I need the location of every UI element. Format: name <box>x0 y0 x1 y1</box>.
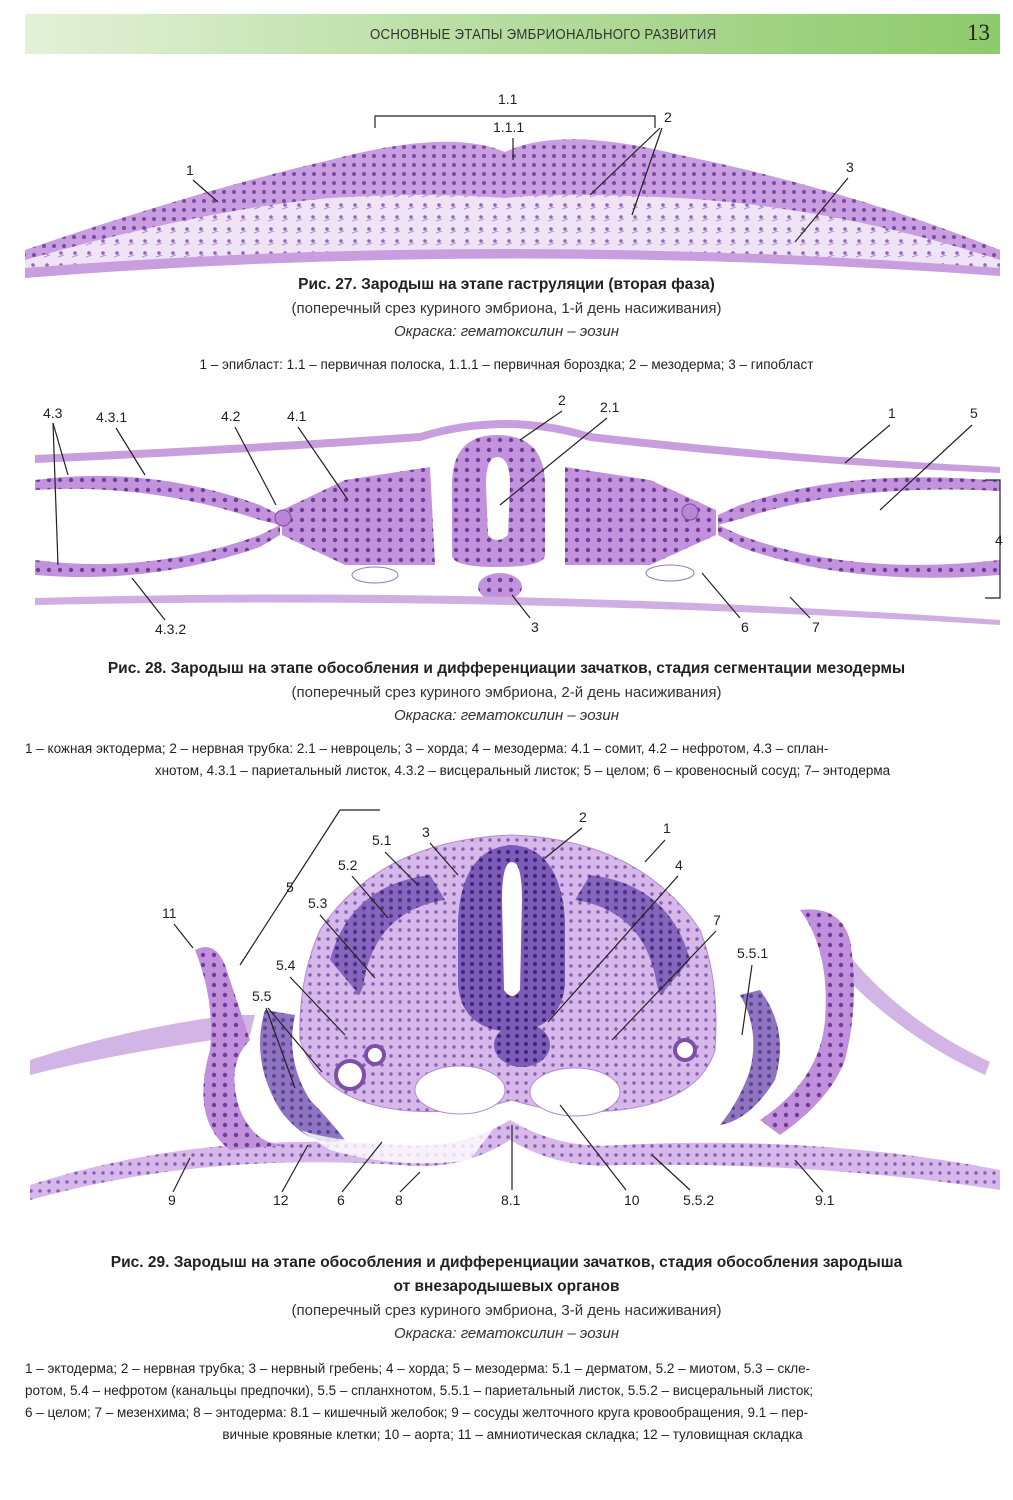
label-4-3-1: 4.3.1 <box>96 409 128 425</box>
parietal-layer-left <box>35 476 280 525</box>
label-1-1: 1.1 <box>498 91 518 107</box>
label-5-1: 5.1 <box>372 832 392 848</box>
label-2-1: 2.1 <box>600 399 620 415</box>
label-4-3: 4.3 <box>43 405 63 421</box>
label-3: 3 <box>422 824 430 840</box>
fig29-subtitle: (поперечный срез куриного эмбриона, 3-й день насиживания) <box>291 1302 722 1319</box>
fig28-title: Рис. 28. Зародыш на этапе обособления и дифференциации зачатков, стадия сегментации мезодермы <box>107 660 906 677</box>
label-4-1: 4.1 <box>287 408 307 424</box>
label-4-2: 4.2 <box>221 408 241 424</box>
fig28-stain: Окраска: гематоксилин – эозин <box>394 707 619 724</box>
label-5: 5 <box>286 879 294 895</box>
visceral-layer-right <box>718 525 1000 578</box>
label-2: 2 <box>664 109 672 125</box>
aorta-left <box>415 1066 505 1114</box>
page-header <box>25 14 1000 54</box>
label-5-5-2: 5.5.2 <box>683 1192 715 1208</box>
fig29-legend-line3: 6 – целом; 7 – мезенхима; 8 – энтодерма: 8.1 – кишечный желобок; 9 – сосуды желточного круга кровообращения, 9.1 – пер- <box>25 1405 809 1420</box>
label-9: 9 <box>168 1192 176 1208</box>
label-5-3: 5.3 <box>308 895 328 911</box>
fig29-legend-line1: 1 – эктодерма; 2 – нервная трубка; 3 – нервный гребень; 4 – хорда; 5 – мезодерма: 5.1 – дерматом, 5.2 – миотом, 5.3 – скле- <box>25 1361 811 1376</box>
header-title: ОСНОВНЫЕ ЭТАПЫ ЭМБРИОНАЛЬНОГО РАЗВИТИЯ <box>370 26 717 43</box>
splanchnotome-right <box>720 990 780 1125</box>
arrow-4-1 <box>298 427 348 500</box>
fig29-title-line1: Рис. 29. Зародыш на этапе обособления и дифференциации зачатков, стадия обособления зародыша <box>110 1254 903 1271</box>
label-5-4: 5.4 <box>276 957 296 973</box>
neural-tube-lumen <box>502 862 522 996</box>
label-5-5: 5.5 <box>252 988 272 1004</box>
label-9-1: 9.1 <box>815 1192 835 1208</box>
fig29-title-line2: от внезародышевых органов <box>393 1278 620 1295</box>
label-8: 8 <box>395 1192 403 1208</box>
aorta-right <box>530 1068 620 1116</box>
label-4-3-2: 4.3.2 <box>155 621 187 637</box>
arrow-11 <box>174 924 193 948</box>
somite-left <box>282 467 435 565</box>
label-5-2: 5.2 <box>338 857 358 873</box>
fig28-legend <box>25 738 1000 782</box>
figure-29 <box>0 800 1013 1220</box>
notochord <box>494 1023 550 1067</box>
label-7: 7 <box>812 619 820 635</box>
label-12: 12 <box>273 1192 289 1208</box>
fig28-subtitle: (поперечный срез куриного эмбриона, 2-й день насиживания) <box>291 684 722 701</box>
fig28-legend-line2: хнотом, 4.3.1 – париетальный листок, 4.3.2 – висцеральный листок; 5 – целом; 6 – кровеносный сосуд; 7– энтодерма <box>154 763 891 778</box>
fig29-stain: Окраска: гематоксилин – эозин <box>394 1325 619 1342</box>
fig27-title: Рис. 27. Зародыш на этапе гаструляции (вторая фаза) <box>298 276 715 293</box>
fig29-legend <box>25 1358 1000 1446</box>
label-4: 4 <box>675 857 683 873</box>
figure-28 <box>0 385 1013 645</box>
label-1-1-1: 1.1.1 <box>493 119 525 135</box>
arrow-8 <box>400 1172 420 1192</box>
caption-29 <box>0 1254 1013 1342</box>
nephric-tubule-left-2 <box>366 1046 384 1064</box>
blood-vessel-right <box>646 565 694 581</box>
page-number: 13 <box>967 20 990 45</box>
label-6: 6 <box>741 619 749 635</box>
fig27-stain: Окраска: гематоксилин – эозин <box>394 323 619 340</box>
figure-28-illustration <box>0 385 1013 645</box>
blood-vessel-left <box>352 567 398 583</box>
fig27-subtitle: (поперечный срез куриного эмбриона, 1-й день насиживания) <box>291 300 722 317</box>
visceral-layer-left <box>35 525 280 577</box>
fig27-legend: 1 – эпибласт: 1.1 – первичная полоска, 1.1.1 – первичная бороздка; 2 – мезодерма; 3 – гипобласт <box>199 357 814 372</box>
label-8-1: 8.1 <box>501 1192 521 1208</box>
label-3: 3 <box>846 159 854 175</box>
fig28-legend-line1: 1 – кожная эктодерма; 2 – нервная трубка: 2.1 – невроцель; 3 – хорда; 4 – мезодерма: 4.1 – сомит, 4.2 – нефротом, 4.3 – сплан- <box>25 741 829 756</box>
nephric-tubule-right <box>675 1040 695 1060</box>
label-2: 2 <box>558 392 566 408</box>
arrow-1 <box>845 425 890 463</box>
label-6: 6 <box>337 1192 345 1208</box>
label-10: 10 <box>624 1192 640 1208</box>
label-11: 11 <box>162 905 177 921</box>
label-5: 5 <box>970 405 978 421</box>
arrow-4-3a <box>53 423 68 475</box>
nephrotome-left <box>275 510 291 526</box>
caption-27 <box>0 276 1013 340</box>
label-7: 7 <box>713 912 721 928</box>
caption-28 <box>0 660 1013 724</box>
label-5-5-1: 5.5.1 <box>737 945 769 961</box>
fig29-legend-line4: вичные кровяные клетки; 10 – аорта; 11 – амниотическая складка; 12 – туловищная складка <box>222 1427 803 1442</box>
arrow-1 <box>645 840 665 862</box>
label-1: 1 <box>888 405 896 421</box>
label-4: 4 <box>995 532 1003 548</box>
label-3: 3 <box>531 619 539 635</box>
arrow-4-3b <box>53 423 58 565</box>
label-1: 1 <box>663 820 671 836</box>
figure-27-illustration <box>0 80 1013 280</box>
figure-29-illustration <box>0 800 1013 1220</box>
nephric-tubule-left-1 <box>336 1061 364 1089</box>
fig29-legend-line2: ротом, 5.4 – нефротом (канальцы предпочки), 5.5 – спланхнотом, 5.5.1 – париетальный листок, 5.5.2 – висцеральный листок; <box>25 1383 814 1398</box>
arrow-4-2 <box>235 427 276 505</box>
nephrotome-right <box>682 504 698 520</box>
label-1: 1 <box>186 162 194 178</box>
label-2: 2 <box>579 809 587 825</box>
neurocoel <box>486 457 510 540</box>
figure-27 <box>0 80 1013 280</box>
parietal-layer-right <box>718 477 1000 525</box>
